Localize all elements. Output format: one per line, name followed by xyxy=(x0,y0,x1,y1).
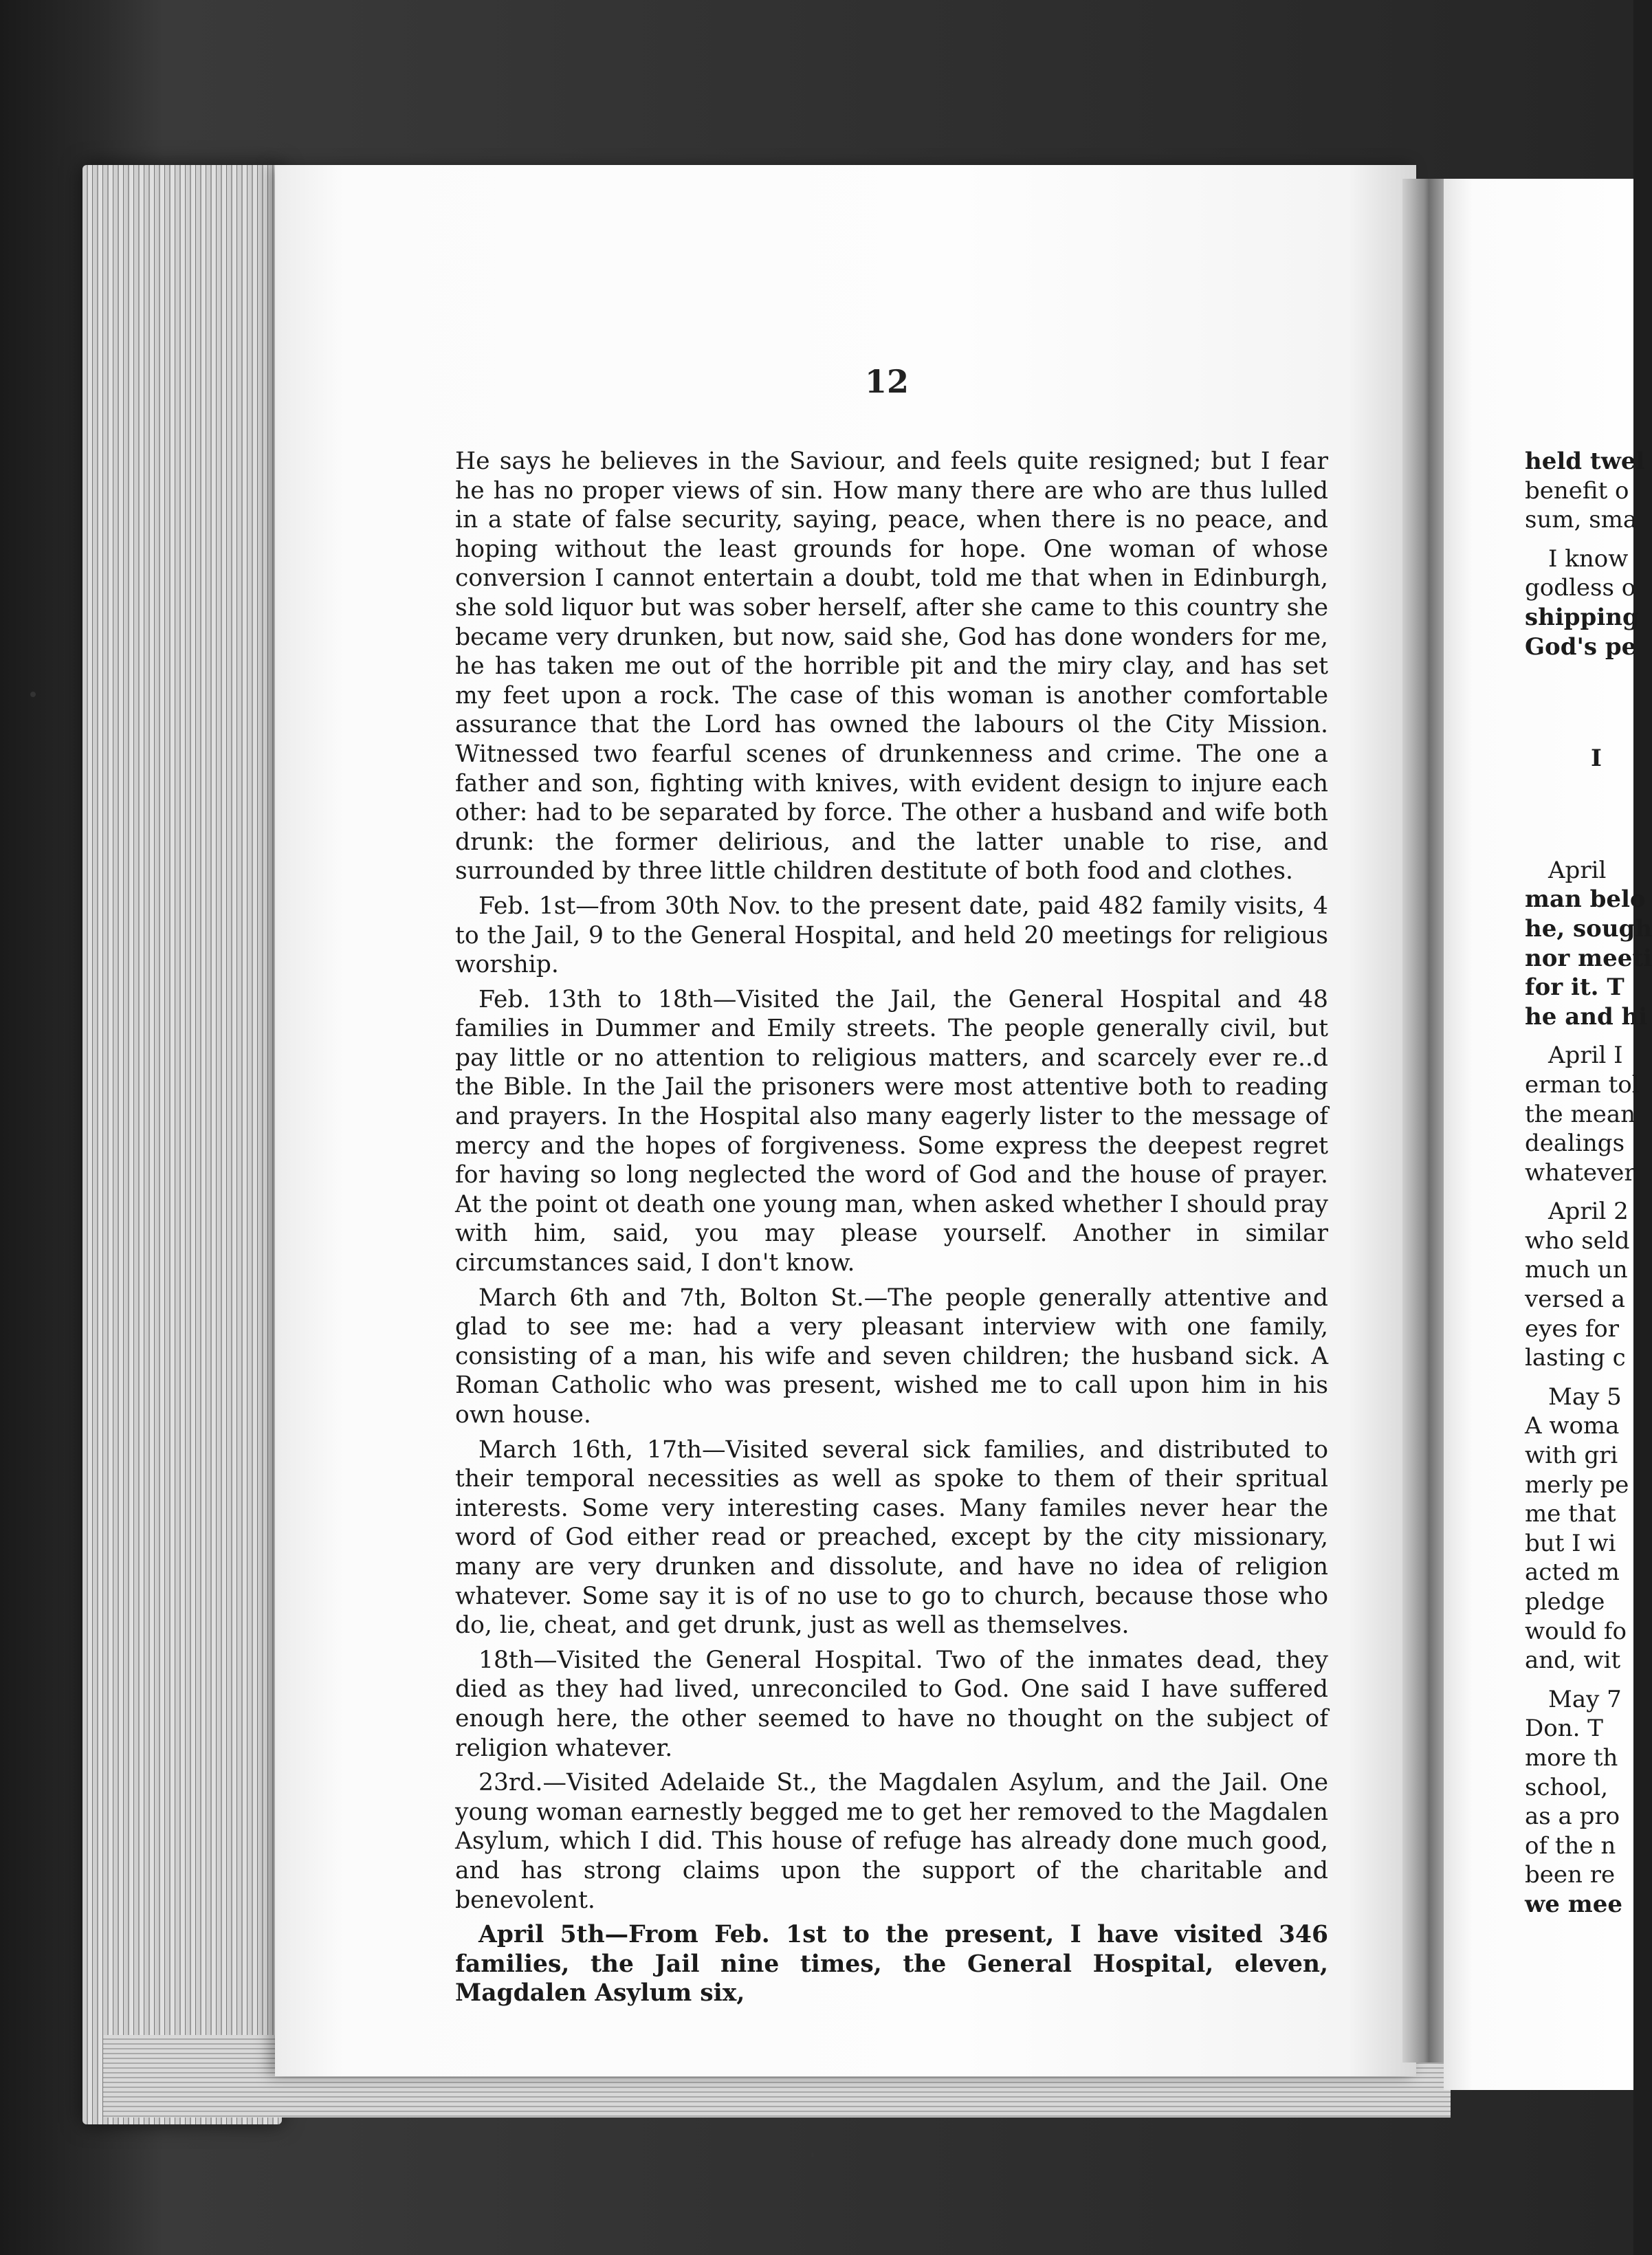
text-line: school, xyxy=(1525,1773,1609,1801)
text-line: man belo xyxy=(1525,886,1646,914)
text-line: acted m xyxy=(1525,1559,1620,1587)
paragraph: Feb. 13th to 18th—Visited the Jail, the General Hospital and 48 families in Dummer and Emily streets. The people generally civil, but pay little or no attention to religious matters, and scarcely ever re..d the Bible. In the Jail the prisoners were most attentive both to reading and prayers. In the Hospital also many eagerly lister to the message of mercy and the hopes of forgiveness. Some express the deepest regret for having so long neglected the word of God and the house of prayer. At the point ot death one young man, when asked whether I should pray with him, said, you may please yourself. Another in similar circumstances said, I don't know. xyxy=(455,985,1328,1277)
text-line: sum, sma xyxy=(1525,506,1638,534)
text-line: and, wit xyxy=(1525,1647,1621,1675)
text-line: May 5 xyxy=(1548,1383,1622,1411)
paragraph: 23rd.—Visited Adelaide St., the Magdalen Asylum, and the Jail. One young woman earnestly begged me to get her removed to the Magdalen Asylum, which I did. This house of refuge has already done much good, and has strong claims upon the support of the charitable and benevolent. xyxy=(455,1769,1328,1914)
text-line: we mee xyxy=(1525,1890,1622,1918)
text-line: benefit o xyxy=(1525,476,1629,505)
text-line: April I xyxy=(1548,1042,1623,1070)
text-line: of the n xyxy=(1525,1832,1616,1860)
heading-fragment: I xyxy=(1591,745,1602,773)
paragraph: April 5th—From Feb. 1st to the present, I have visited 346 families, the Jail nine times, the General Hospital, eleven, Magdalen Asylum six, xyxy=(455,1921,1328,2008)
text-line: versed a xyxy=(1525,1286,1625,1314)
text-line: God's pe xyxy=(1525,632,1637,661)
text-line: A woma xyxy=(1525,1412,1620,1440)
text-line: much un xyxy=(1525,1256,1628,1284)
text-line: pledge xyxy=(1525,1588,1605,1616)
text-line: nor meeti xyxy=(1525,944,1652,972)
paragraph: Feb. 1st—from 30th Nov. to the present date, paid 482 family visits, 4 to the Jail, 9 to the General Hospital, and held 20 meetings for religious worship. xyxy=(455,892,1328,979)
text-line: me that xyxy=(1525,1500,1616,1528)
text-line: dealings xyxy=(1525,1130,1625,1158)
text-line: May 7 xyxy=(1548,1685,1622,1713)
text-line: been re xyxy=(1525,1861,1616,1889)
text-line: he, sough xyxy=(1525,914,1652,943)
text-line: for it. T xyxy=(1525,974,1625,1002)
text-line: April 2 xyxy=(1548,1198,1629,1226)
text-line: he and hi xyxy=(1525,1002,1648,1031)
dust-speck xyxy=(30,692,36,697)
text-line: erman tol xyxy=(1525,1070,1640,1099)
dust-speck xyxy=(811,2152,814,2157)
text-line: who seld xyxy=(1525,1226,1630,1255)
left-page-text xyxy=(455,447,1328,2014)
text-line: I know xyxy=(1548,544,1629,573)
paragraph: March 6th and 7th, Bolton St.—The people generally attentive and glad to see me: had a very pleasant interview with one family, consisting of a man, his wife and seven children; the husband sick. A Roman Catholic who was present, wished me to call upon him in his own house. xyxy=(455,1284,1328,1429)
text-line: April xyxy=(1548,856,1607,884)
text-line: with gri xyxy=(1525,1442,1618,1470)
text-line: as a pro xyxy=(1525,1803,1620,1831)
right-page-text xyxy=(1525,447,1652,1920)
paragraph: He says he believes in the Saviour, and feels quite resigned; but I fear he has no proper views of sin. How many there are who are thus lulled in a state of false security, saying, peace, when there is no peace, and hoping without the least grounds for hope. One woman of whose conversion I cannot entertain a doubt, told me that when in Edinburgh, she sold liquor but was sober herself, after she came to this country she became very drunken, but now, said she, God has done wonders for me, he has taken me out of the horrible pit and the miry clay, and has set my feet upon a rock. The case of this woman is another comfortable assurance that the Lord has owned the labours ol the City Mission. Witnessed two fearful scenes of drunkenness and crime. The one a father and son, fighting with knives, with evident design to injure each other: had to be separated by force. The other a husband and wife both drunk: the former delirious, and the latter unable to rise, and surrounded by three little children destitute of both food and clothes. xyxy=(455,448,1328,886)
text-line: godless o xyxy=(1525,574,1636,602)
text-line: but I wi xyxy=(1525,1529,1616,1557)
text-line: would fo xyxy=(1525,1617,1627,1645)
page-number: 12 xyxy=(864,363,909,400)
text-line: more th xyxy=(1525,1744,1618,1772)
text-line: lasting c xyxy=(1525,1344,1626,1372)
paragraph: 18th—Visited the General Hospital. Two of the inmates dead, they died as they had lived, unreconciled to God. One said I have suffered enough here, the other seemed to have no thought on the subject of religion whatever. xyxy=(455,1646,1328,1762)
text-line: Don. T xyxy=(1525,1715,1603,1743)
text-line: eyes for xyxy=(1525,1314,1620,1343)
book-page-edges xyxy=(82,165,282,2124)
text-line: shipping xyxy=(1525,603,1639,631)
text-line: whatever xyxy=(1525,1158,1636,1187)
text-line: merly pe xyxy=(1525,1471,1629,1499)
text-line: the mean xyxy=(1525,1100,1636,1128)
paragraph: March 16th, 17th—Visited several sick families, and distributed to their temporal necessities as well as spoke to them of their spritual interests. Some very interesting cases. Many familes never hear the word of God either read or preached, except by the city missionary, many are very drunken and dissolute, and have no idea of religion whatever. Some say it is of no use to go to church, because those who do, lie, cheat, and get drunk, just as well as themselves. xyxy=(455,1436,1328,1640)
text-line: held twel xyxy=(1525,448,1645,475)
